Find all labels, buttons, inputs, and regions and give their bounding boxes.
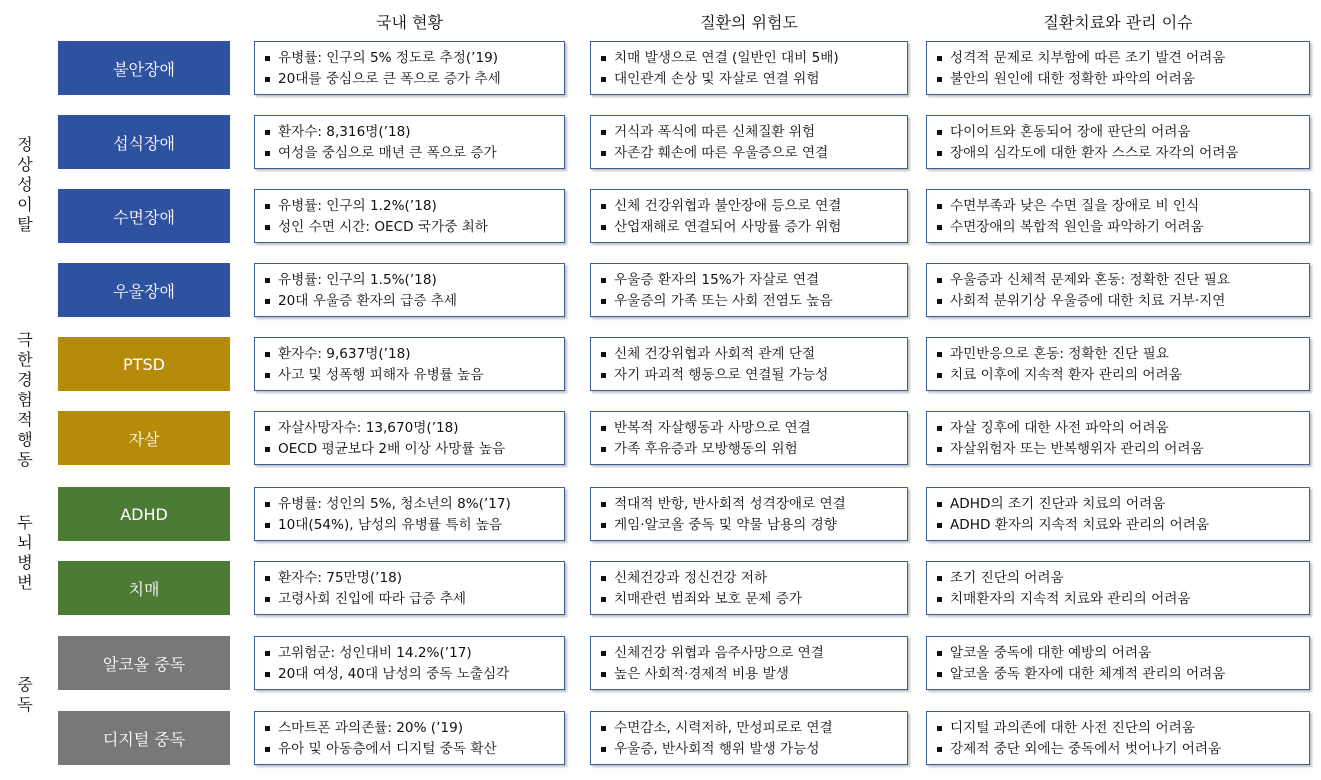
list-item: 신체 건강위협과 사회적 관계 단절 [601,344,899,365]
category-depressive-disorder: 우울장애 [58,263,230,317]
list-item: 환자수: 8,316명(’18) [265,122,556,143]
list-item: 우울증, 반사회적 행위 발생 가능성 [601,739,899,760]
list-item: 자기 파괴적 행동으로 연결될 가능성 [601,365,899,386]
list-item: 자살 징후에 대한 사전 파악의 어려움 [937,418,1301,439]
list-item: 스마트폰 과의존률: 20% (’19) [265,718,556,739]
risk-box [590,636,908,690]
list-item: 수면감소, 시력저하, 만성피로로 연결 [601,718,899,739]
issues-box [926,337,1310,391]
list-item: 20대 여성, 40대 남성의 중독 노출심각 [265,664,556,685]
list-item: ADHD의 조기 진단과 치료의 어려움 [937,494,1301,515]
list-item: 여성을 중심으로 매년 큰 폭으로 증가 [265,143,556,164]
list-item: 유아 및 아동층에서 디지털 중독 확산 [265,739,556,760]
issues-box [926,115,1310,169]
list-item: ADHD 환자의 지속적 치료와 관리의 어려움 [937,515,1301,536]
issues-box [926,561,1310,615]
list-item: 10대(54%), 남성의 유병률 특히 높음 [265,515,556,536]
list-item: 사회적 분위기상 우울증에 대한 치료 거부·지연 [937,291,1301,312]
status-box [254,41,565,95]
list-item: 고위험군: 성인대비 14.2%(’17) [265,643,556,664]
category-dementia: 치매 [58,561,230,615]
list-item: 신체 건강위협과 불안장애 등으로 연결 [601,196,899,217]
list-item: 조기 진단의 어려움 [937,568,1301,589]
list-item: 성인 수면 시간: OECD 국가중 최하 [265,217,556,238]
list-item: 환자수: 9,637명(’18) [265,344,556,365]
list-item: 반복적 자살행동과 사망으로 연결 [601,418,899,439]
status-box [254,487,565,541]
risk-box [590,711,908,765]
status-box [254,636,565,690]
risk-box [590,561,908,615]
list-item: 거식과 폭식에 따른 신체질환 위험 [601,122,899,143]
list-item: 수면부족과 낮은 수면 질을 장애로 비 인식 [937,196,1301,217]
list-item: 유병률: 인구의 1.2%(’18) [265,196,556,217]
status-box [254,189,565,243]
issues-box [926,41,1310,95]
list-item: 치매환자의 지속적 치료와 관리의 어려움 [937,589,1301,610]
list-item: 치료 이후에 지속적 환자 관리의 어려움 [937,365,1301,386]
status-box [254,115,565,169]
list-item: 게임·알코올 중독 및 약물 남용의 경향 [601,515,899,536]
category-anxiety-disorder: 불안장애 [58,41,230,95]
list-item: 적대적 반항, 반사회적 성격장애로 연결 [601,494,899,515]
status-box [254,411,565,465]
column-header-status: 국내 현황 [376,13,443,32]
column-header-risk: 질환의 위험도 [700,13,798,32]
list-item: 환자수: 75만명(’18) [265,568,556,589]
group-label-deviation: 정 상 성 이 탈 [17,135,33,234]
list-item: 치매관련 범죄와 보호 문제 증가 [601,589,899,610]
list-item: 다이어트와 혼동되어 장애 판단의 어려움 [937,122,1301,143]
list-item: 유병률: 인구의 5% 정도로 추정(’19) [265,48,556,69]
list-item: 20대를 중심으로 큰 폭으로 증가 추세 [265,69,556,90]
issues-box [926,189,1310,243]
risk-box [590,263,908,317]
list-item: 자살사망자수: 13,670명(’18) [265,418,556,439]
list-item: 가족 후유증과 모방행동의 위험 [601,439,899,460]
issues-box [926,487,1310,541]
list-item: 수면장애의 복합적 원인을 파악하기 어려움 [937,217,1301,238]
status-box [254,337,565,391]
list-item: 신체건강과 정신건강 저하 [601,568,899,589]
risk-box [590,189,908,243]
category-adhd: ADHD [58,487,230,541]
category-ptsd: PTSD [58,337,230,391]
risk-box [590,487,908,541]
group-label-brain-lesion: 두 뇌 병 변 [17,512,33,592]
list-item: 강제적 중단 외에는 중독에서 벗어나기 어려움 [937,739,1301,760]
risk-box [590,337,908,391]
category-digital-addiction: 디지털 중독 [58,711,230,765]
list-item: 산업재해로 연결되어 사망률 증가 위험 [601,217,899,238]
status-box [254,263,565,317]
list-item: 장애의 심각도에 대한 환자 스스로 자각의 어려움 [937,143,1301,164]
category-eating-disorder: 섭식장애 [58,115,230,169]
list-item: 우울증 환자의 15%가 자살로 연결 [601,270,899,291]
list-item: 성격적 문제로 치부함에 따른 조기 발견 어려움 [937,48,1301,69]
list-item: 유병률: 인구의 1.5%(’18) [265,270,556,291]
list-item: 높은 사회적·경제적 비용 발생 [601,664,899,685]
list-item: 자존감 훼손에 따른 우울증으로 연결 [601,143,899,164]
issues-box [926,411,1310,465]
list-item: 우울증과 신체적 문제와 혼동: 정확한 진단 필요 [937,270,1301,291]
issues-box [926,636,1310,690]
issues-box [926,263,1310,317]
list-item: 알코올 중독 환자에 대한 체계적 관리의 어려움 [937,664,1301,685]
status-box [254,711,565,765]
list-item: 치매 발생으로 연결 (일반인 대비 5배) [601,48,899,69]
list-item: 불안의 원인에 대한 정확한 파악의 어려움 [937,69,1301,90]
risk-box [590,115,908,169]
list-item: 사고 및 성폭행 피해자 유병률 높음 [265,365,556,386]
issues-box [926,711,1310,765]
list-item: 대인관계 손상 및 자살로 연결 위험 [601,69,899,90]
list-item: 과민반응으로 혼동: 정확한 진단 필요 [937,344,1301,365]
list-item: 자살위험자 또는 반복행위자 관리의 어려움 [937,439,1301,460]
group-label-extreme-behavior: 극 한 경험 적 행 동 [17,330,33,469]
status-box [254,561,565,615]
column-header-issues: 질환치료와 관리 이슈 [1043,13,1193,32]
category-suicide: 자살 [58,411,230,465]
list-item: 고령사회 진입에 따라 급증 추세 [265,589,556,610]
list-item: 유병률: 성인의 5%, 청소년의 8%(’17) [265,494,556,515]
group-label-addiction: 중 독 [17,675,33,714]
list-item: 알코올 중독에 대한 예방의 어려움 [937,643,1301,664]
list-item: OECD 평균보다 2배 이상 사망률 높음 [265,439,556,460]
list-item: 우울증의 가족 또는 사회 전염도 높음 [601,291,899,312]
category-alcohol-addiction: 알코올 중독 [58,636,230,690]
category-sleep-disorder: 수면장애 [58,189,230,243]
risk-box [590,411,908,465]
list-item: 20대 우울증 환자의 급증 추세 [265,291,556,312]
risk-box [590,41,908,95]
list-item: 디지털 과의존에 대한 사전 진단의 어려움 [937,718,1301,739]
list-item: 신체건강 위협과 음주사망으로 연결 [601,643,899,664]
